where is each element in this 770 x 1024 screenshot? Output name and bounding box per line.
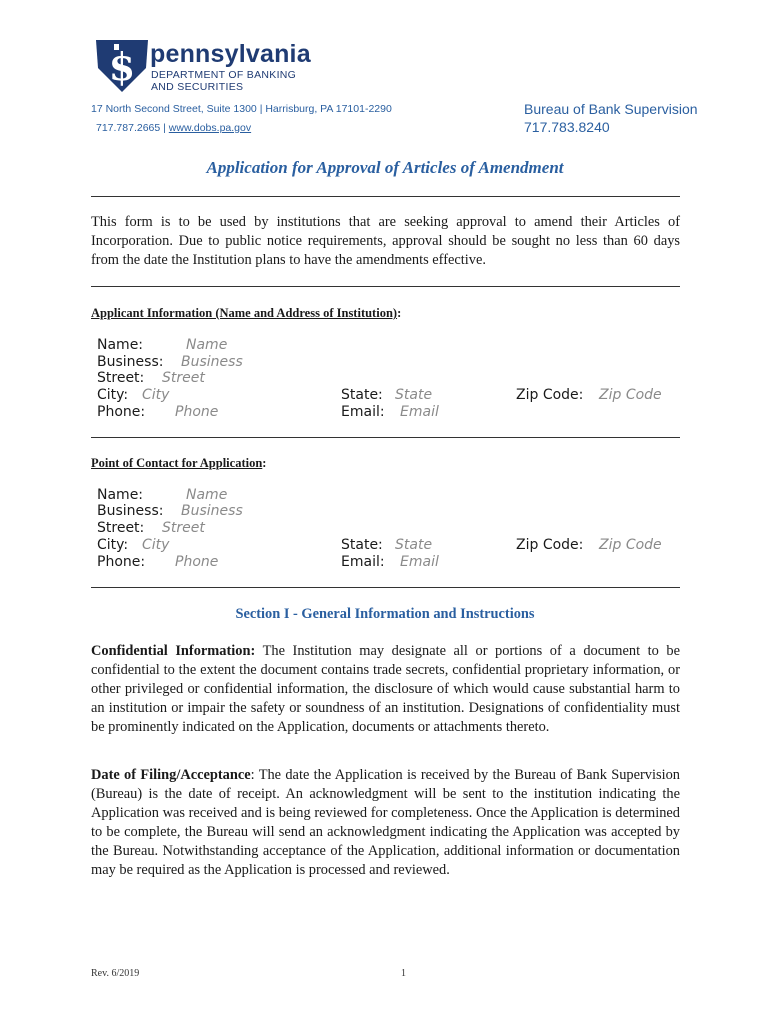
filing-paragraph: [91, 766, 680, 880]
logo-wordmark: pennsylvania: [150, 40, 311, 68]
revision-label: Rev. 6/2019: [91, 968, 140, 979]
applicant-phone-label: Phone:: [97, 404, 146, 420]
confidential-paragraph: [91, 642, 680, 737]
svg-text:$: $: [108, 44, 136, 89]
contact-city-field[interactable]: City: [142, 537, 170, 553]
applicant-zip-label: Zip Code:: [516, 387, 584, 403]
contact-phone-label: Phone:: [97, 554, 146, 570]
applicant-name-field[interactable]: Name: [186, 337, 228, 353]
applicant-state-field[interactable]: State: [395, 387, 433, 403]
heading-colon: :: [397, 306, 402, 320]
intro-paragraph: This form is to be used by institutions that are seeking approval to amend their Articles of Incorporation. Due to public notice requirements, approval should be sought no less than 60 days from the date the Institution plans to have the amendments effective.: [91, 214, 680, 268]
applicant-city-field[interactable]: City: [142, 387, 170, 403]
section-title: Section I - General Information and Instructions: [235, 606, 535, 622]
page-number: 1: [401, 968, 406, 979]
confidential-label: Confidential Information:: [91, 643, 256, 659]
contact-state-field[interactable]: State: [395, 537, 433, 553]
applicant-name-label: Name:: [97, 337, 144, 353]
applicant-street-label: Street:: [97, 370, 145, 386]
applicant-zip-field[interactable]: Zip Code: [599, 387, 662, 403]
contact-email-label: Email:: [341, 554, 385, 570]
contact-heading-text: Point of Contact for Application: [91, 456, 263, 470]
contact-business-label: Business:: [97, 503, 164, 519]
contact-business-field[interactable]: Business: [181, 503, 243, 519]
applicant-business-label: Business:: [97, 354, 164, 370]
filing-label: Date of Filing/Acceptance: [91, 767, 251, 783]
contact-street-label: Street:: [97, 520, 145, 536]
form-title: Application for Approval of Articles of Amendment: [206, 158, 564, 177]
applicant-state-label: State:: [341, 387, 383, 403]
applicant-email-label: Email:: [341, 404, 385, 420]
logo-department: [151, 69, 296, 93]
keystone-logo-icon: [92, 38, 152, 94]
contact-state-label: State:: [341, 537, 383, 553]
logo-dept-line1: DEPARTMENT OF BANKING: [151, 69, 297, 81]
heading-colon: :: [262, 456, 267, 470]
contact-city-label: City:: [97, 537, 129, 553]
divider: [91, 196, 680, 197]
contact-heading: [91, 456, 266, 471]
applicant-heading-text: Applicant Information (Name and Address of Institution): [91, 306, 398, 320]
filing-text: : The date the Application is received by the Bureau of Bank Supervision (Bureau) is the date of receipt. An acknowledgment will be sent to the institution indicating the Application was received and is being reviewed for completeness. Once the Application is determined to be complete, the Bureau will send an acknowledgment indicating the Application was accepted by the Bureau. Notwithstanding acceptance of the Application, additional information or documentation may be required as the Application is processed and reviewed.: [91, 767, 680, 878]
confidential-text: The Institution may designate all or portions of a document to be confidential to the extent the document contains trade secrets, confidential proprietary information, or other privileged or confidential information, the disclosure of which would cause substantial harm to an institution or impair the safety or soundness of an institution. Designations of confidentiality must be prominently indicated on the Application, documents or attachments thereto.: [91, 643, 680, 735]
applicant-heading: [91, 306, 401, 321]
contact-name-label: Name:: [97, 487, 144, 503]
office-address: 17 North Second Street, Suite 1300 | Harrisburg, PA 17101-2290: [91, 103, 392, 115]
divider: [91, 286, 680, 287]
applicant-email-field[interactable]: Email: [400, 404, 439, 420]
applicant-street-field[interactable]: Street: [162, 370, 205, 386]
divider: [91, 587, 680, 588]
contact-phone-field[interactable]: Phone: [175, 554, 219, 570]
contact-email-field[interactable]: Email: [400, 554, 439, 570]
divider: [91, 437, 680, 438]
office-phone: 717.787.2665 |: [96, 122, 169, 134]
office-contact: [96, 122, 251, 134]
contact-zip-label: Zip Code:: [516, 537, 584, 553]
logo-dept-line2: AND SECURITIES: [151, 81, 244, 93]
website-link[interactable]: www.dobs.pa.gov: [168, 122, 252, 134]
contact-zip-field[interactable]: Zip Code: [599, 537, 662, 553]
contact-street-field[interactable]: Street: [162, 520, 205, 536]
contact-name-field[interactable]: Name: [186, 487, 228, 503]
bureau-name: Bureau of Bank Supervision: [524, 101, 698, 117]
applicant-phone-field[interactable]: Phone: [175, 404, 219, 420]
applicant-city-label: City:: [97, 387, 129, 403]
bureau-phone: 717.783.8240: [524, 119, 610, 135]
applicant-business-field[interactable]: Business: [181, 354, 243, 370]
